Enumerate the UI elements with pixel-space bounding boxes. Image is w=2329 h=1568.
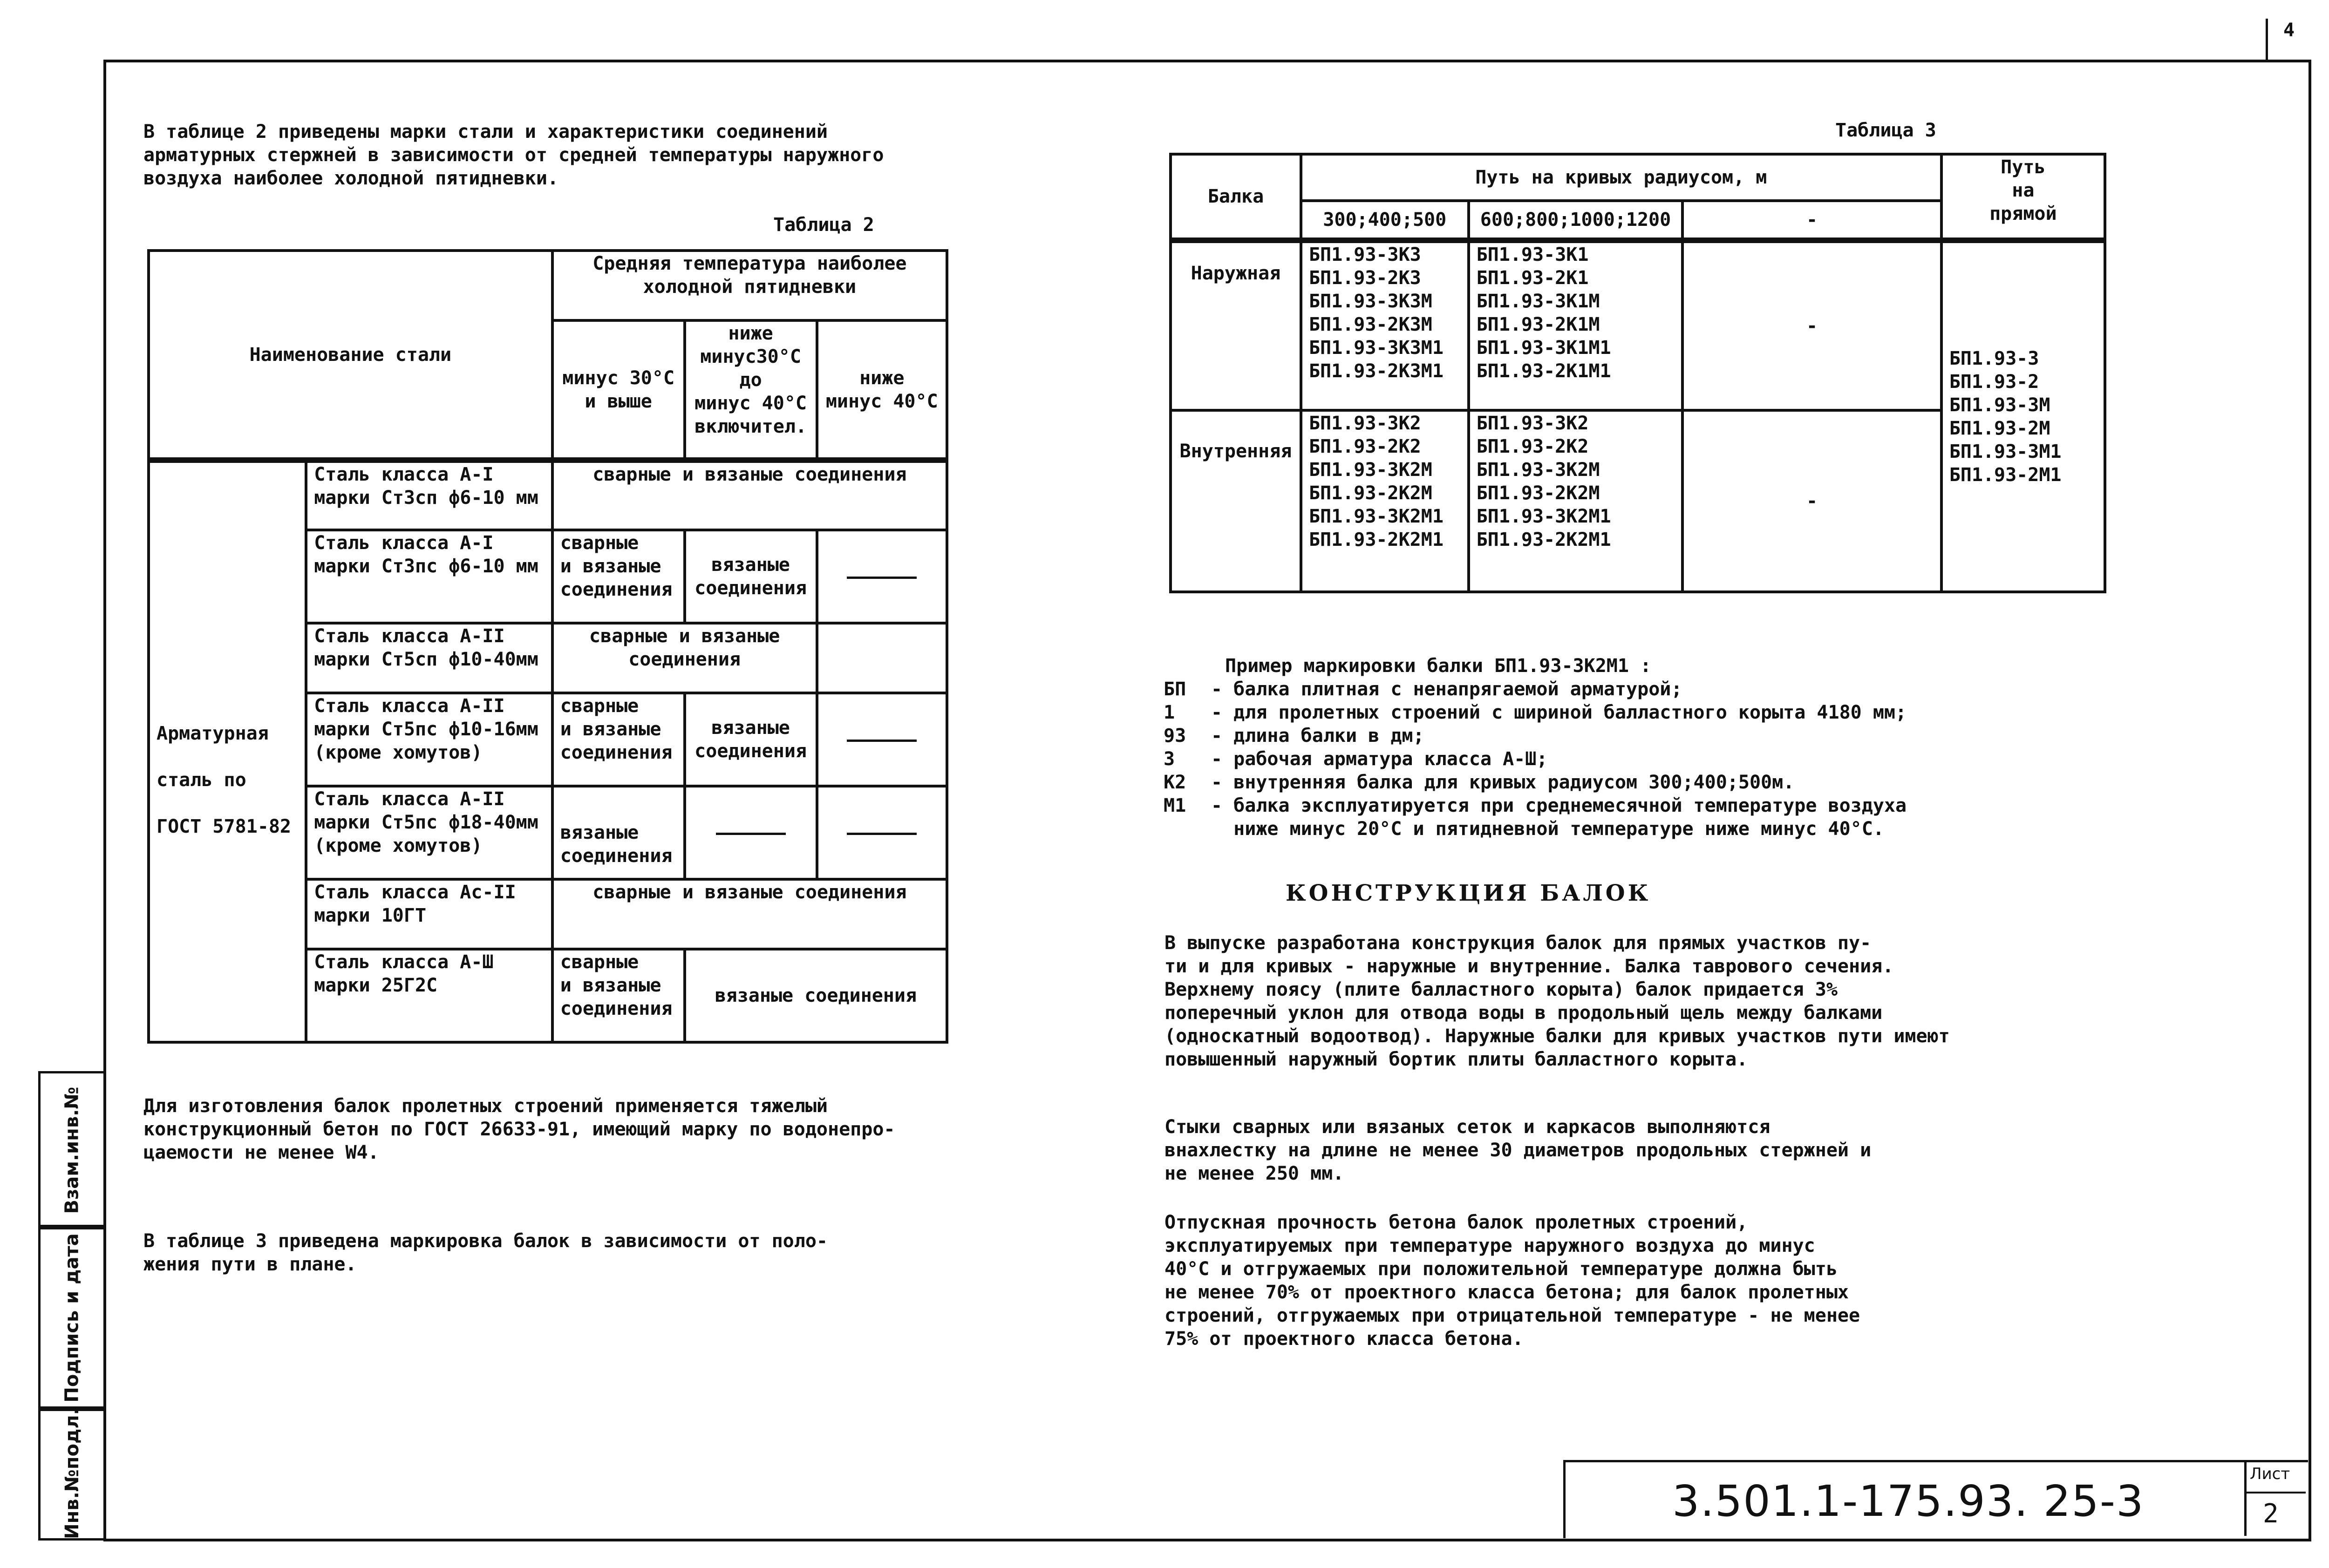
group-label: Арматурная сталь по ГОСТ 5781-82 bbox=[149, 460, 306, 1042]
row4-t2: вязаные соединения bbox=[685, 693, 817, 786]
col-radius-2: 600;800;1000;1200 bbox=[1469, 201, 1683, 240]
steel-row-4: Сталь класса А-II марки Ст5пс ф10-16мм (кроме хомутов) bbox=[306, 693, 552, 786]
steel-table bbox=[147, 249, 948, 1044]
outer-radius-3: - bbox=[1682, 240, 1941, 410]
row5-t1: вязаные соединения bbox=[552, 786, 685, 879]
sheet-box-hline bbox=[2244, 1492, 2306, 1493]
row7-t1: сварные и вязаные соединения bbox=[552, 949, 685, 1042]
strength-paragraph: Отпускная прочность бетона балок пролетных строений, эксплуатируемых при температуре наружного воздуха до минус 40°С и отгружаемых при положительной температуре должна быть не менее 70% от проектного класса бетона; для балок пролетных строений, отгружаемых при отрицательной температуре - не менее 75% от проектного класса бетона. bbox=[1164, 1212, 1860, 1350]
outer-radius-1: БП1.93-3К3 БП1.93-2К3 БП1.93-3К3М БП1.93-2К3М БП1.93-3К3М1 БП1.93-2К3М1 bbox=[1301, 240, 1469, 410]
col-radius-3: - bbox=[1682, 201, 1941, 240]
steel-row-6: Сталь класса Ас-II марки 10ГТ bbox=[306, 879, 552, 949]
inner-label: Внутренняя bbox=[1171, 410, 1301, 592]
steel-row-1: Сталь класса А-I марки Ст3сп ф6-10 мм bbox=[306, 460, 552, 530]
table3-caption: Таблица 3 bbox=[1835, 120, 1936, 141]
row2-t3 bbox=[817, 530, 947, 623]
col-curve: Путь на кривых радиусом, м bbox=[1301, 154, 1941, 201]
row3-t12: сварные и вязаные соединения bbox=[552, 623, 817, 693]
col-straight: Путь на прямой bbox=[1941, 154, 2105, 240]
col-steel-name: Наименование стали bbox=[149, 251, 552, 460]
document-code: 3.501.1-175.93. 25-3 bbox=[1672, 1476, 2145, 1526]
row4-t3 bbox=[817, 693, 947, 786]
row7-t23: вязаные соединения bbox=[685, 949, 947, 1042]
inner-radius-2: БП1.93-3К2 БП1.93-2К2 БП1.93-3К2М БП1.93-2К2М БП1.93-3К2М1 БП1.93-2К2М1 bbox=[1469, 410, 1683, 592]
row2-t1: сварные и вязаные соединения bbox=[552, 530, 685, 623]
row5-t2 bbox=[685, 786, 817, 879]
row3-t3 bbox=[817, 623, 947, 693]
col-radius-1: 300;400;500 bbox=[1301, 201, 1469, 240]
col-beam: Балка bbox=[1171, 154, 1301, 240]
straight-list: БП1.93-3 БП1.93-2 БП1.93-3М БП1.93-2М БП1.93-3М1 БП1.93-2М1 bbox=[1941, 240, 2105, 592]
marking-keys: БП 1 93 3 К2 М1 bbox=[1164, 679, 1186, 816]
steel-row-3: Сталь класса А-II марки Ст5сп ф10-40мм bbox=[306, 623, 552, 693]
stamp-inventory-cell bbox=[38, 1406, 106, 1541]
row6-all: сварные и вязаные соединения bbox=[552, 879, 947, 949]
steel-row-7: Сталь класса А-Ш марки 25Г2С bbox=[306, 949, 552, 1042]
row2-t2: вязаные соединения bbox=[685, 530, 817, 623]
dash-mark bbox=[847, 577, 917, 579]
table3-reference-paragraph: В таблице 3 приведена маркировка балок в зависимости от поло- жения пути в плане. bbox=[143, 1230, 828, 1275]
corner-number: 4 bbox=[2283, 20, 2295, 41]
stamp-signature-cell bbox=[38, 1225, 106, 1411]
sheet-number: 2 bbox=[2263, 1499, 2279, 1529]
marking-table bbox=[1169, 153, 2106, 593]
col-temp-3: ниже минус 40°С bbox=[817, 320, 947, 460]
stamp-replacement-label: Взам.инв.№ bbox=[61, 1086, 83, 1214]
marking-values: - балка плитная с ненапрягаемой арматурой; - для пролетных строений с шириной балластного корыта 4180 мм; - длина балки в дм; - рабочая арматура класса А-Ш; - внутренняя балка для кривых радиусом 300;400;500м. - балка эксплуатируется при среднемесячной температуре воздуха ниже минус 20°С и пятидневной температуре ниже минус 40°С. bbox=[1211, 679, 1907, 840]
stamp-inventory-label: Инв.№подл. bbox=[61, 1408, 83, 1539]
inner-radius-1: БП1.93-3К2 БП1.93-2К2 БП1.93-3К2М БП1.93-2К2М БП1.93-3К2М1 БП1.93-2К2М1 bbox=[1301, 410, 1469, 592]
col-temp-1: минус 30°С и выше bbox=[552, 320, 685, 460]
corner-divider bbox=[2266, 19, 2268, 61]
intro-paragraph: В таблице 2 приведены марки стали и характеристики соединений арматурных стержней в зависимости от средней температуры наружного воздуха наиболее холодной пятидневки. bbox=[143, 121, 884, 189]
stamp-replacement-cell bbox=[38, 1071, 106, 1229]
dash-mark bbox=[847, 833, 917, 835]
section-heading: КОНСТРУКЦИЯ БАЛОК bbox=[1286, 880, 1651, 906]
outer-radius-2: БП1.93-3К1 БП1.93-2К1 БП1.93-3К1М БП1.93-2К1М БП1.93-3К1М1 БП1.93-2К1М1 bbox=[1469, 240, 1683, 410]
joints-paragraph: Стыки сварных или вязаных сеток и каркасов выполняются внахлестку на длине не менее 30 диаметров продольных стержней и не менее 250 мм. bbox=[1164, 1116, 1872, 1184]
inner-radius-3: - bbox=[1682, 410, 1941, 592]
row1-all: сварные и вязаные соединения bbox=[552, 460, 947, 530]
concrete-paragraph: Для изготовления балок пролетных строений применяется тяжелый конструкционный бетон по ГОСТ 26633-91, имеющий марку по водонепро- цаемости не менее W4. bbox=[143, 1095, 895, 1163]
steel-row-5: Сталь класса А-II марки Ст5пс ф18-40мм (кроме хомутов) bbox=[306, 786, 552, 879]
marking-title: Пример маркировки балки БП1.93-3К2М1 : bbox=[1225, 655, 1652, 677]
construction-paragraph: В выпуске разработана конструкция балок для прямых участков пу- ти и для кривых - наружные и внутренние. Балка таврового сечения. Верхнему поясу (плите балластного корыта) балок придается 3% поперечный уклон для отвода воды в продольный щель между балками (односкатный водоотвод). Наружные балки для кривых участков пути имеют повышенный наружный бортик плиты балластного корыта. bbox=[1164, 932, 1950, 1070]
row4-t1: сварные и вязаные соединения bbox=[552, 693, 685, 786]
steel-row-2: Сталь класса А-I марки Ст3пс ф6-10 мм bbox=[306, 530, 552, 623]
dash-mark bbox=[716, 833, 786, 835]
row5-t3 bbox=[817, 786, 947, 879]
sheet-box-divider bbox=[2244, 1460, 2247, 1536]
outer-label: Наружная bbox=[1171, 240, 1301, 410]
col-temp-2: ниже минус30°С до минус 40°С включител. bbox=[685, 320, 817, 460]
table2-caption: Таблица 2 bbox=[773, 214, 874, 236]
stamp-signature-label: Подпись и дата bbox=[61, 1233, 83, 1403]
sheet-label: Лист bbox=[2250, 1465, 2290, 1483]
dash-mark bbox=[847, 740, 917, 742]
col-temperature: Средняя температура наиболее холодной пятидневки bbox=[552, 251, 947, 320]
